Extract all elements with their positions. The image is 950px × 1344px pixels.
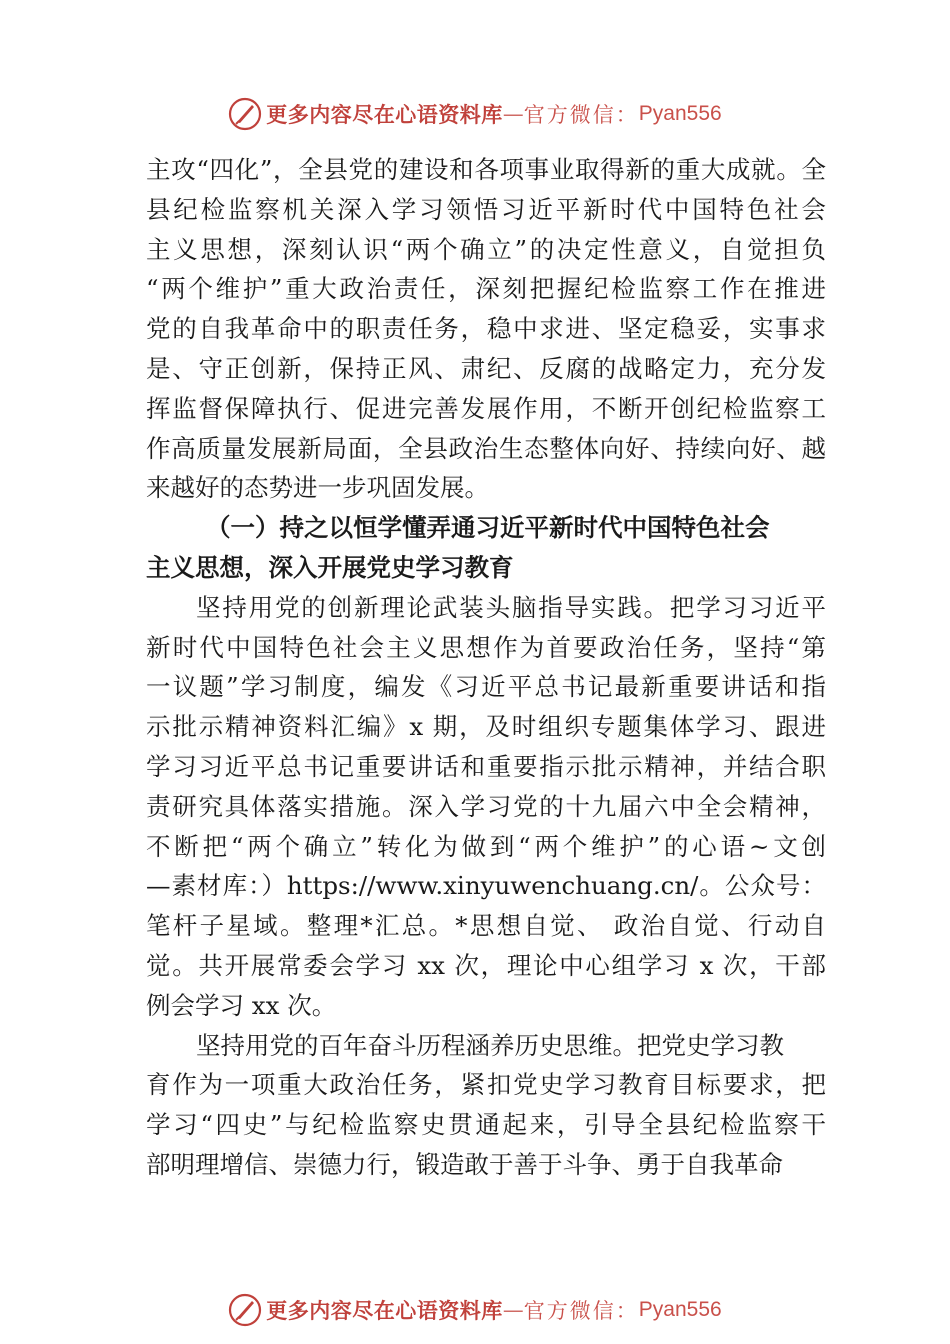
paragraph-line: 示批示精神资料汇编》x 期，及时组织专题集体学习、跟进 [146,712,826,742]
quill-logo-icon [228,1293,262,1327]
watermark-wechat-label: 官方微信： [523,1299,639,1323]
paragraph-line: 学习“四史”与纪检监察史贯通起来，引导全县纪检监察干 [146,1110,826,1140]
paragraph-line: 责研究具体落实措施。深入学习党的十九届六中全会精神， [146,791,826,821]
paragraph-line: 学习习近平总书记重要讲话和重要指示批示精神，并结合职 [146,751,826,781]
paragraph-line: 坚持用党的百年奋斗历程涵养历史思维。把党史学习教 [196,1030,784,1060]
paragraph-line: 育作为一项重大政治任务，紧扣党史学习教育目标要求，把 [146,1070,826,1100]
paragraph-line: 部明理增信、崇德力行，锻造敢于善于斗争、勇于自我革命 [146,1149,783,1179]
paragraph-line: 例会学习 xx 次。 [146,990,337,1020]
watermark-brand: 更多内容尽在心语资料库 [266,1299,503,1323]
paragraph-line: 新时代中国特色社会主义思想作为首要政治任务，坚持“第 [146,632,826,662]
paragraph-line: —素材库：）https://www.xinyuwenchuang.cn/。公众号： [146,871,826,901]
footer-watermark [0,1288,950,1332]
document-body [146,150,826,1185]
section-heading: （一）持之以恒学懂弄通习近平新时代中国特色社会 [206,513,770,543]
paragraph-line: 一议题”学习制度，编发《习近平总书记最新重要讲话和指 [146,672,826,702]
paragraph-line: 党的自我革命中的职责任务，稳中求进、坚定稳妥，实事求 [146,314,826,344]
paragraph-line: 主义思想，深刻认识“两个确立”的决定性意义，自觉担负 [146,234,826,264]
watermark-brand: 更多内容尽在心语资料库 [266,103,503,127]
paragraph-line: 不断把“两个确立”转化为做到“两个维护”的心语~文创 [146,831,826,861]
watermark-dash: — [502,1298,524,1322]
paragraph-line: 笔杆子星域。整理*汇总。*思想自觉、 政治自觉、行动自 [146,911,826,941]
section-heading: 主义思想，深入开展党史学习教育 [146,552,514,582]
paragraph-line: 主攻“四化”，全县党的建设和各项事业取得新的重大成就。全 [146,155,826,184]
header-watermark [0,92,950,136]
paragraph-line: 觉。共开展常委会学习 xx 次，理论中心组学习 x 次，干部 [146,950,826,980]
watermark-wechat-id: Pyan556 [638,1298,722,1321]
paragraph-line: 作高质量发展新局面，全县政治生态整体向好、持续向好、越 [146,433,826,463]
paragraph-line: 挥监督保障执行、促进完善发展作用，不断开创纪检监察工 [146,393,826,423]
watermark-dash: — [502,102,524,126]
paragraph-line: 来越好的态势进一步巩固发展。 [146,473,489,503]
paragraph-line: 坚持用党的创新理论武装头脑指导实践。把学习习近平 [196,592,826,622]
paragraph-line: “两个维护”重大政治责任，深刻把握纪检监察工作在推进 [146,274,826,304]
paragraph-line: 县纪检监察机关深入学习领悟习近平新时代中国特色社会 [146,194,826,224]
watermark-wechat-label: 官方微信： [523,103,639,127]
watermark-wechat-id: Pyan556 [638,102,722,125]
quill-logo-icon [228,97,262,131]
paragraph-line: 是、守正创新，保持正风、肃纪、反腐的战略定力，充分发 [146,353,826,383]
